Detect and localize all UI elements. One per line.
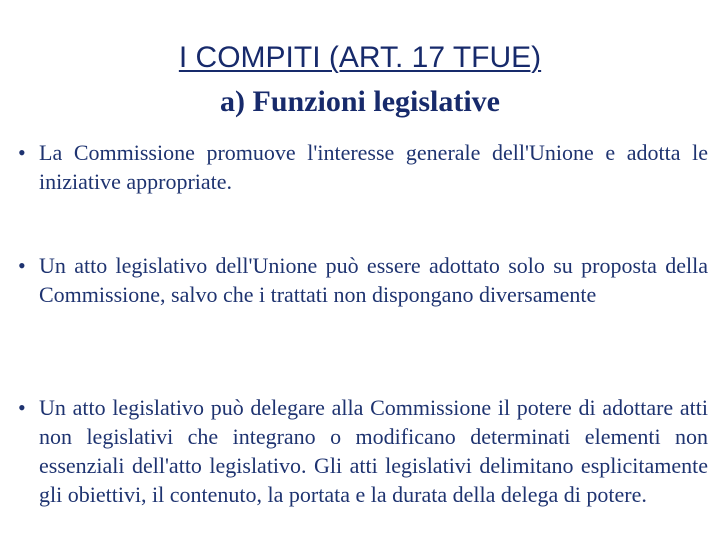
bullet-marker-icon: •	[18, 140, 26, 165]
slide-title: I COMPITI (ART. 17 TFUE)	[178, 41, 542, 74]
bullet-item	[18, 251, 708, 309]
bullet-item	[18, 138, 708, 196]
bullet-text: Un atto legislativo dell'Unione può essere adottato solo su proposta della Commissione, salvo che i trattati non dispongano diversamente	[39, 253, 708, 307]
slide-subtitle: a) Funzioni legislative	[220, 85, 500, 118]
bullet-text: Un atto legislativo può delegare alla Commissione il potere di adottare atti non legislativi che integrano o modificano determinati elementi non essenziali dell'atto legislativo. Gli atti legislativi delimitano esplicitamente gli obiettivi, il contenuto, la portata e la durata della delega di potere.	[39, 395, 708, 507]
bullet-item	[18, 393, 708, 509]
bullet-marker-icon: •	[18, 395, 26, 420]
bullet-list	[18, 138, 708, 507]
bullet-marker-icon: •	[18, 253, 26, 278]
bullet-text: La Commissione promuove l'interesse generale dell'Unione e adotta le iniziative appropriate.	[39, 140, 708, 194]
